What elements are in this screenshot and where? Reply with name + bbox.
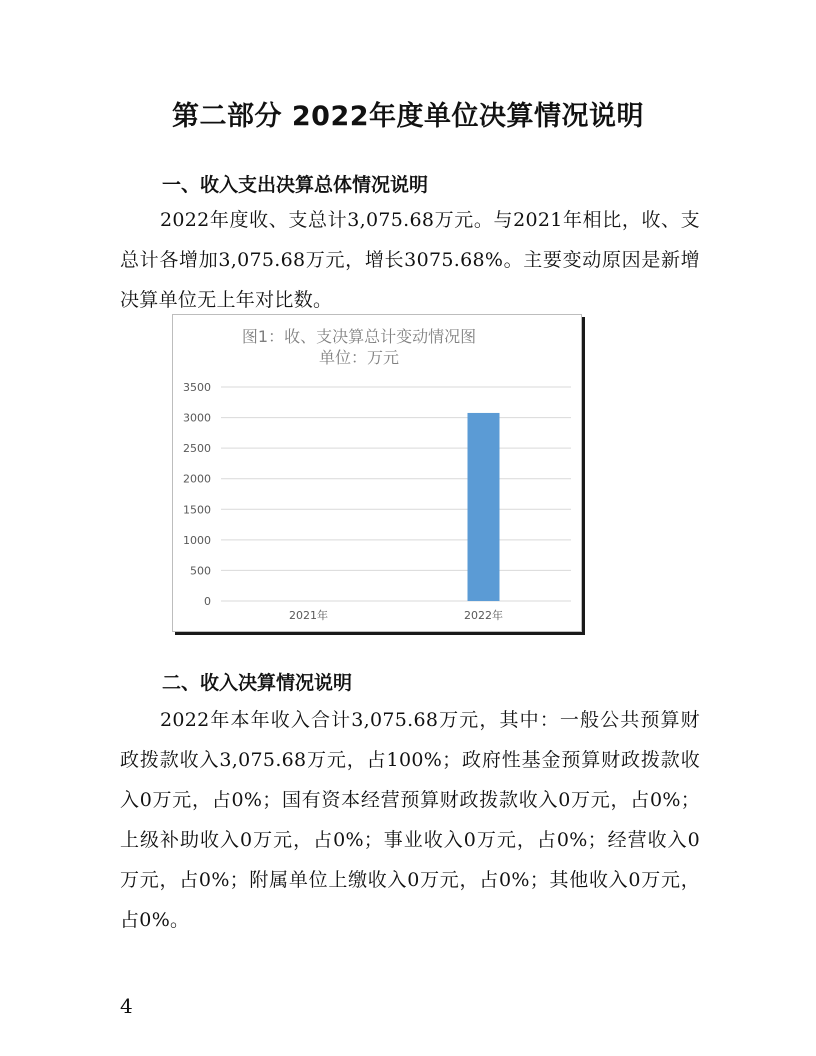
- section-heading-income-expense-overview: 一、收入支出决算总体情况说明: [162, 174, 429, 196]
- bar-2: [468, 413, 500, 601]
- chart-title: 图1：收、支决算总计变动情况图: [241, 327, 477, 346]
- x-tick-label: 2022年: [464, 609, 503, 622]
- page-number: 4: [120, 994, 133, 1018]
- bar-chart: [173, 315, 581, 631]
- y-tick-label: 3000: [183, 411, 211, 425]
- y-tick-label: 1500: [183, 503, 211, 517]
- page-title: 第二部分 2022年度单位决算情况说明: [171, 101, 645, 132]
- x-tick-label: 2021年: [289, 609, 328, 622]
- paragraph-income-expense-overview: 2022年度收、支总计3,075.68万元。与2021年相比，收、支总计各增加3,075.68万元，增长3075.68%。主要变动原因是新增决算单位无上年对比数。: [120, 209, 700, 311]
- y-tick-label: 500: [190, 564, 211, 578]
- y-tick-label: 1000: [183, 533, 211, 547]
- paragraph-income: 2022年本年收入合计3,075.68万元，其中：一般公共预算财政拨款收入3,075.68万元，占100%；政府性基金预算财政拨款收入0万元，占0%；国有资本经营预算财政拨款收入0万元，占0%；上级补助收入0万元，占0%；事业收入0万元，占0%；经营收入0万元，占0%；附属单位上缴收入0万元，占0%；其他收入0万元，占0%。: [120, 709, 700, 931]
- y-tick-label: 2000: [183, 472, 211, 486]
- chart-subtitle: 单位：万元: [318, 348, 400, 367]
- y-tick-label: 3500: [183, 381, 211, 394]
- chart-figure: [172, 314, 582, 632]
- section-heading-income: 二、收入决算情况说明: [162, 672, 353, 694]
- y-tick-label: 2500: [183, 442, 211, 456]
- y-tick-label: 0: [204, 595, 211, 608]
